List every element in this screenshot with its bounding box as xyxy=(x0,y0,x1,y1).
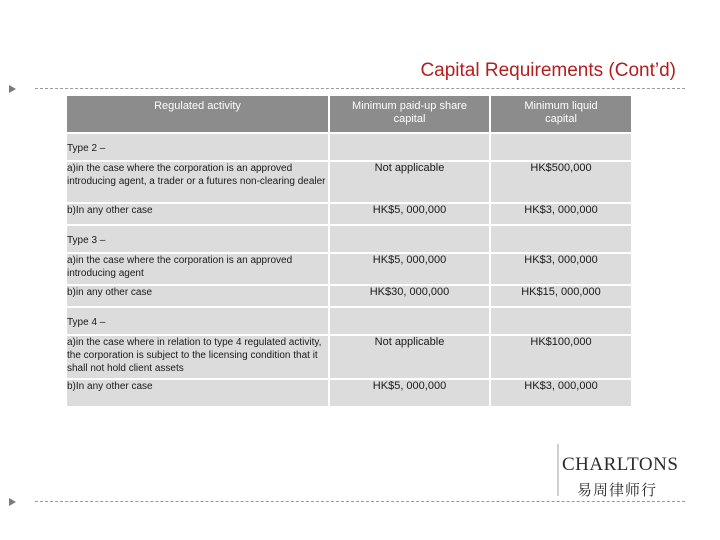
section-row xyxy=(66,307,632,335)
liquid-capital-cell: HK$3, 000,000 xyxy=(490,203,632,225)
share-capital-cell: Not applicable xyxy=(329,161,490,203)
table-row xyxy=(66,335,632,379)
column-header-share-capital: Minimum paid-up share capital xyxy=(329,95,490,133)
liquid-capital-cell: HK$3, 000,000 xyxy=(490,253,632,285)
table-row xyxy=(66,161,632,203)
activity-cell: a)in the case where the corporation is an approved introducing agent xyxy=(66,253,329,285)
logo-divider xyxy=(557,444,559,496)
activity-cell: b)in any other case xyxy=(66,285,329,307)
slide-title: Capital Requirements (Cont’d) xyxy=(420,60,676,81)
charltons-logo xyxy=(557,444,687,499)
liquid-capital-cell: HK$15, 000,000 xyxy=(490,285,632,307)
activity-cell: b)In any other case xyxy=(66,203,329,225)
column-header-activity: Regulated activity xyxy=(66,95,329,133)
section-row xyxy=(66,133,632,161)
share-capital-cell: HK$30, 000,000 xyxy=(329,285,490,307)
section-label: Type 4 – xyxy=(66,307,329,335)
logo-name: CHARLTONS xyxy=(562,454,679,475)
share-capital-cell: HK$5, 000,000 xyxy=(329,379,490,407)
activity-cell: a)in the case where the corporation is an approved introducing agent, a trader or a futures non-clearing dealer xyxy=(66,161,329,203)
table-header-row xyxy=(66,95,632,133)
table-row xyxy=(66,285,632,307)
liquid-capital-cell: HK$100,000 xyxy=(490,335,632,379)
column-header-liquid-capital: Minimum liquid capital xyxy=(490,95,632,133)
table-row xyxy=(66,203,632,225)
header-divider xyxy=(35,88,685,89)
table-row xyxy=(66,253,632,285)
section-label: Type 2 – xyxy=(66,133,329,161)
share-capital-cell: HK$5, 000,000 xyxy=(329,203,490,225)
logo-chinese-name: 易周律师行 xyxy=(577,482,658,499)
share-capital-cell: Not applicable xyxy=(329,335,490,379)
bullet-arrow-icon xyxy=(9,498,16,506)
activity-cell: a)in the case where in relation to type 4 regulated activity, the corporation is subject to the licensing condition that it shall not hold client assets xyxy=(66,335,329,379)
liquid-capital-cell: HK$3, 000,000 xyxy=(490,379,632,407)
bullet-arrow-icon xyxy=(9,85,16,93)
capital-requirements-table xyxy=(65,94,633,408)
footer-divider xyxy=(35,501,685,502)
activity-cell: b)In any other case xyxy=(66,379,329,407)
liquid-capital-cell: HK$500,000 xyxy=(490,161,632,203)
table-row xyxy=(66,379,632,407)
share-capital-cell: HK$5, 000,000 xyxy=(329,253,490,285)
section-label: Type 3 – xyxy=(66,225,329,253)
section-row xyxy=(66,225,632,253)
